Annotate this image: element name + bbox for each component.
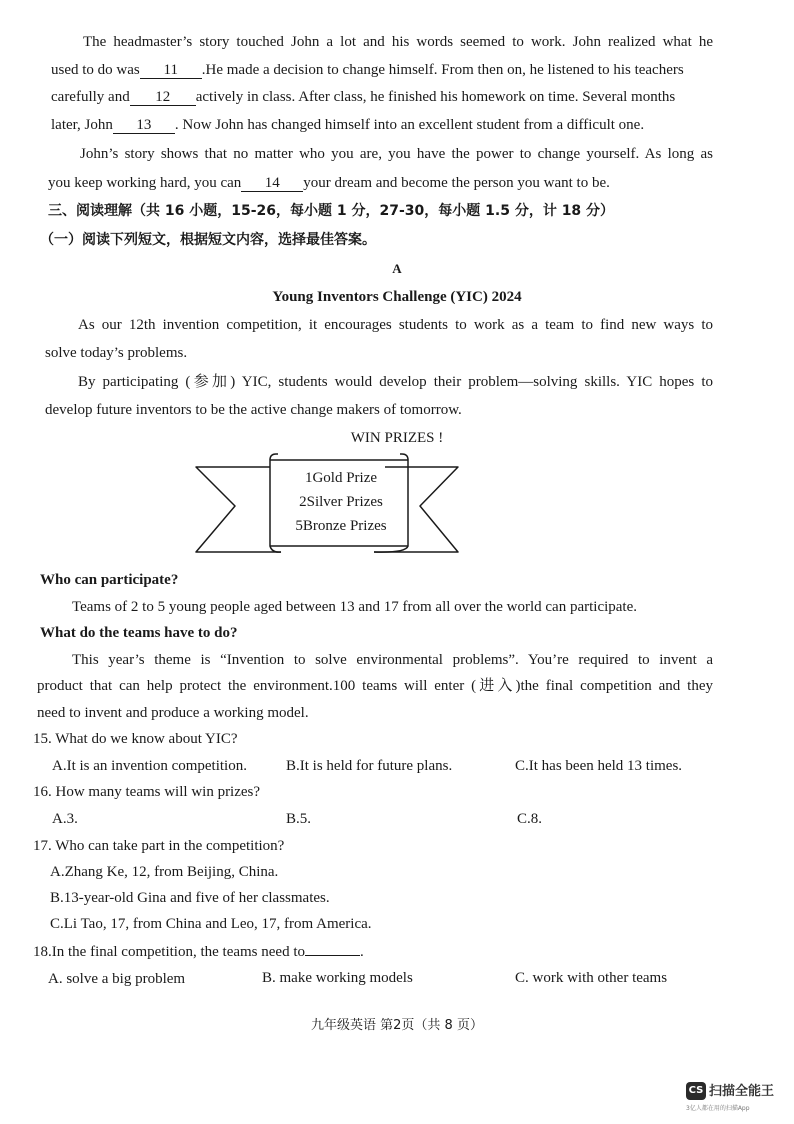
article-line: This year’s theme is “Invention to solve environmental problems”. You’re required to invent a — [72, 652, 713, 668]
passage-line: later, John 13 . Now John has changed himself into an excellent student from a difficult one. — [51, 117, 645, 133]
option-17a: A.Zhang Ke, 12, from Beijing, China. — [50, 864, 279, 880]
article-line: By participating (参加) YIC, students would develop their problem—solving skills. YIC hopes to — [78, 374, 713, 390]
section-subheading: （一）阅读下列短文，根据短文内容，选择最佳答案。 — [40, 232, 376, 248]
option-18b: B. make working models — [262, 970, 413, 986]
option-16c: C.8. — [517, 811, 543, 827]
scanner-app-name: 扫描全能王 — [709, 1084, 775, 1099]
blank-12: 12 — [130, 89, 196, 106]
passage-line: carefully and 12 actively in class. After class, he finished his homework on time. Several months — [51, 89, 676, 105]
option-17c: C.Li Tao, 17, from China and Leo, 17, from America. — [50, 916, 372, 932]
question-17: 17. Who can take part in the competition? — [33, 838, 285, 854]
prize-silver: 2Silver Prizes — [299, 494, 383, 510]
option-16b: B.5. — [286, 811, 312, 827]
option-15c: C.It has been held 13 times. — [515, 758, 683, 774]
article-line: need to invent and produce a working model. — [37, 705, 309, 721]
option-17b: B.13-year-old Gina and five of her classmates. — [50, 890, 330, 906]
heading-who-can-participate: Who can participate? — [40, 572, 179, 588]
passage-line: used to do was 11 .He made a decision to change himself. From then on, he listened to his teachers — [51, 62, 684, 78]
passage-line: you keep working hard, you can 14 your dream and become the person you want to be. — [48, 175, 610, 191]
question-16: 16. How many teams will win prizes? — [33, 784, 261, 800]
blank-11: 11 — [140, 62, 202, 79]
page-footer: 九年级英语 第2页（共 8 页） — [311, 1018, 483, 1033]
option-16a: A.3. — [52, 811, 78, 827]
passage-line: John’s story shows that no matter who you are, you have the power to change yourself. As long as — [80, 146, 713, 162]
blank-13: 13 — [113, 117, 175, 134]
win-prizes-heading: WIN PRIZES ! — [350, 430, 444, 446]
article-line: Teams of 2 to 5 young people aged between 13 and 17 from all over the world can participate. — [72, 599, 638, 615]
question-18: 18.In the final competition, the teams need to . — [33, 944, 364, 960]
article-line: develop future inventors to be the active change makers of tomorrow. — [45, 402, 462, 418]
article-letter: A — [392, 261, 402, 276]
article-line: solve today’s problems. — [45, 345, 188, 361]
prize-gold: 1Gold Prize — [304, 470, 378, 486]
article-line: As our 12th invention competition, it encourages students to work as a team to find new ways to — [78, 317, 713, 333]
blank-14: 14 — [241, 175, 303, 192]
scanner-app-tagline: 3亿人都在用的扫描App — [686, 1105, 750, 1112]
article-title: Young Inventors Challenge (YIC) 2024 — [272, 289, 522, 305]
option-18a: A. solve a big problem — [48, 971, 186, 987]
option-15a: A.It is an invention competition. — [52, 758, 247, 774]
option-18c: C. work with other teams — [515, 970, 668, 986]
section-heading: 三、阅读理解（共 16 小题，15-26，每小题 1 分，27-30，每小题 1.5 分，计 18 分） — [48, 203, 615, 219]
prize-bronze: 5Bronze Prizes — [295, 518, 387, 534]
option-15b: B.It is held for future plans. — [286, 758, 453, 774]
article-line: product that can help protect the environment.100 teams will enter (进入)the final competition and they — [37, 678, 713, 694]
passage-line: The headmaster’s story touched John a lot and his words seemed to work. John realized what he — [83, 34, 713, 50]
answer-blank-18 — [305, 955, 360, 956]
heading-what-to-do: What do the teams have to do? — [40, 625, 238, 641]
scanner-logo-icon: CS — [686, 1082, 706, 1100]
question-15: 15. What do we know about YIC? — [33, 731, 238, 747]
